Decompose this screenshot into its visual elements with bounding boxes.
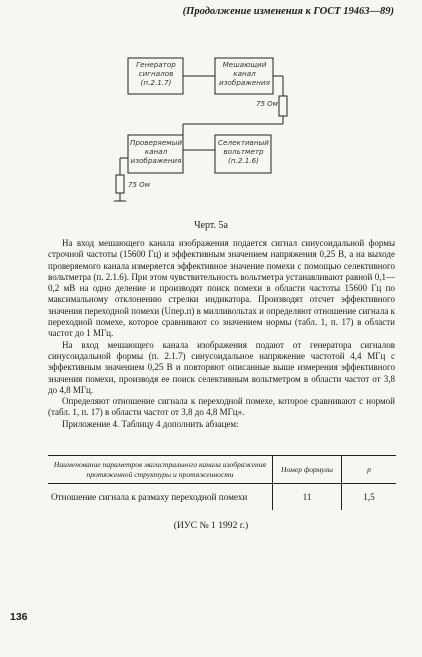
page-header: (Продолжение изменения к ГОСТ 19463—89): [182, 6, 394, 17]
tested-channel-label: Проверяемый канал изображения: [129, 138, 183, 165]
table-cell-p: 1,5: [363, 492, 375, 502]
resistor-top-label: 75 Ом: [256, 100, 278, 108]
body-text: [48, 238, 395, 430]
parameters-table: [48, 455, 396, 510]
block-diagram: [0, 0, 422, 215]
paragraph: Определяют отношение сигнала к переходной помехе, которое сравнивают с нормой (табл. 1, п. 17) в области частот от 3,8 до 4,8 МГц».: [48, 396, 395, 418]
resistor-bottom: [116, 175, 124, 193]
figure-caption: Черт. 5а: [194, 220, 228, 231]
resistor-bottom-label: 75 Ом: [128, 181, 150, 189]
interfering-channel-label: Мешающий канал изображения: [219, 60, 270, 87]
table-cell-formula: 11: [273, 484, 342, 511]
table-header-row: [48, 456, 396, 484]
resistor-top: [279, 96, 287, 116]
table-row: [48, 484, 396, 511]
paragraph: На вход мешающего канала изображения подают от генератора сигналов синусоидальной формы (п. 2.1.7) синусоидальное напряжение частотой 4,4 МГц с эффективным значением 0,25 В и повторяют описанные выше измерения эффективного значения помехи, производя ее поиск селективным вольтметром в области частот от 3,8 до 4,8 МГц.: [48, 339, 395, 395]
table-header-p: р: [342, 456, 397, 484]
ius-reference: (ИУС № 1 1992 г.): [173, 520, 249, 531]
paragraph: На вход мешающего канала изображения подается сигнал синусоидальной формы строчной частоты (15600 Гц) и эффективным значением напряжения 0,25 В, а на выходе проверяемого канала измеряется эффективное значение помехи с помощью селективного вольтметра (п. 2.1.6). При этом чувствительность вольтметра устанавливают равной 0,1—0,2 мВ на одно деление и производят поиск помехи в области частоты 15600 Гц по максимальному отклонению стрелки индикатора. Производят отсчет эффективного значения переходной помехи (Uпер.п) в милливольтах и определяют отношение сигнала к переходной помехе, которое сравнивают со значением нормы (табл. 1, п. 17) в области частот до 1 МГц.: [48, 238, 395, 339]
table-header-parameter: Наименование параметров магистрального канала изображения протяженной структуры и протяженности: [48, 456, 273, 484]
generator-label: Генератор сигналов (п.2.1.7): [136, 60, 176, 87]
voltmeter-label: Селективный вольтметр (п.2.1.6): [218, 138, 269, 165]
table-header-formula: Номер формулы: [273, 456, 342, 484]
paragraph: Приложение 4. Таблицу 4 дополнить абзацем:: [62, 418, 239, 429]
table-cell-parameter: Отношение сигнала к размаху переходной помехи: [51, 492, 248, 502]
page-number: 136: [10, 611, 28, 623]
